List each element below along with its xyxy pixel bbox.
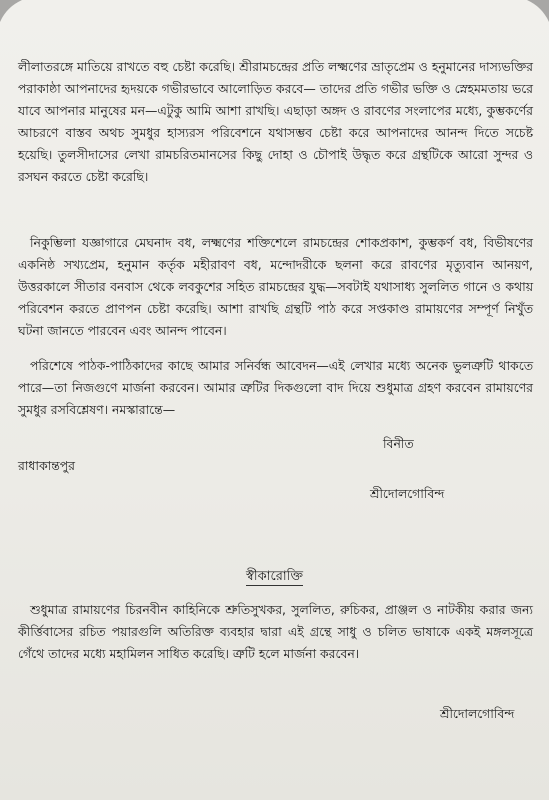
preface-paragraph: নিকুম্ভিলা যজ্ঞাগারে মেঘনাদ বধ, লক্ষ্মণের শক্তিশেলে রামচন্দ্রের শোকপ্রকাশ, কুম্ভকর্ণ বধ, বিভীষণের একনিষ্ঠ সখ্যপ্রেম, হনুমান কর্তৃক মহীরাবণ বধ, মন্দোদরীকে ছলনা করে রাবণের মৃত্যুবান আনয়ণ, উত্তরকালে সীতার বনবাস থেকে লবকুশের সহিত রামচন্দ্রের যুদ্ধ—সবটাই যথাসাধ্য সুললিত গানে ও কথায় পরিবেশন করতে প্রাণপন চেষ্টা করেছি। আশা রাখছি গ্রন্থটি পাঠ করে সপ্তকাণ্ড রামায়ণের সম্পূর্ণ নিখুঁত ঘটনা জানতে পারবেন এবং আনন্দ পাবেন।: [18, 235, 533, 338]
ornament-icon: [527, 0, 549, 22]
author-signature: শ্রীদোলগোবিন্দ: [440, 706, 515, 721]
preface-paragraph: পরিশেষে পাঠক-পাঠিকাদের কাছে আমার সনির্বন্ধ আবেদন—এই লেখার মধ্যে অনেক ভুলত্রুটি থাকতে পারে—তা নিজগুণে মার্জনা করবেন। আমার ত্রুটির দিকগুলো বাদ দিয়ে শুধুমাত্র গ্রহণ করবেন রামায়ণের সুমধুর রসবিশ্লেষণ। নমস্কারান্তে—: [18, 358, 533, 417]
humble-closing: বিনীত: [383, 436, 414, 451]
author-place: রাধাকান্তপুর: [18, 458, 75, 473]
section-title: [0, 567, 549, 588]
author-signature: শ্রীদোলগোবিন্দ: [370, 486, 445, 501]
ornament-icon: [0, 0, 22, 22]
acknowledgement-title: স্বীকারোক্তি: [246, 569, 303, 584]
acknowledgement-paragraph: শুধুমাত্র রামায়ণের চিরনবীন কাহিনিকে শ্রুতিসুখকর, সুললিত, রুচিকর, প্রাঞ্জল ও নাটকীয় করার জন্য কীর্ত্তিবাসের রচিত পয়ারগুলি অতিরিক্ত ব্যবহার দ্বারা এই গ্রন্থে সাধু ও চলিত ভাষাকে একই মঙ্গলসূত্রে গেঁথে তাদের মধ্যে মহামিলন সাধিত করেছি। ত্রুটি হলে মার্জনা করবেন।: [18, 602, 533, 661]
preface-paragraph: লীলাতরঙ্গে মাতিয়ে রাখতে বহু চেষ্টা করেছি। শ্রীরামচন্দ্রের প্রতি লক্ষ্মণের ভ্রাতৃপ্রেম ও হনুমানের দাস্যভক্তির পরাকাষ্ঠা আপনাদের হৃদয়কে গভীরভাবে আলোড়িত করবে— তাদের প্রতি গভীর ভক্তি ও স্নেহমমতায় ভরে যাবে আপনার মানুষের মন—এটুকু আমি আশা রাখছি। এছাড়া অঙ্গদ ও রাবণের সংলাপের মধ্যে, কুম্ভকর্ণের আচরণে বাস্তব অথচ সুমধুর হাস্যরস পরিবেশনে যথাসম্ভব চেষ্টা করে আপনাদের আনন্দ দিতে সচেষ্ট হয়েছি। তুলসীদাসের লেখা রামচরিতমানসের কিছু দোহা ও চৌপাই উদ্ধৃত করে গ্রন্থটিকে আরো সুন্দর ও রসঘন করতে চেষ্টা করেছি।: [18, 59, 533, 184]
